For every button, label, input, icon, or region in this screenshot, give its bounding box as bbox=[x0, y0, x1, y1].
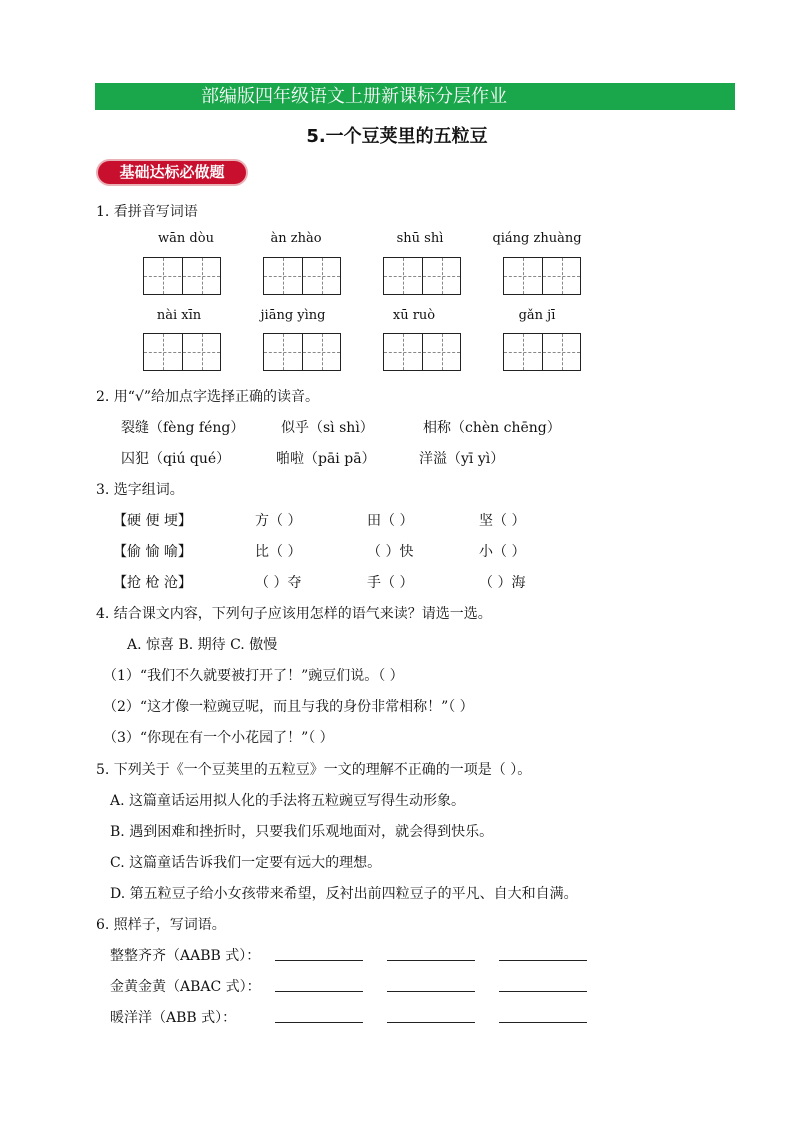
q2-item: 相称（chèn chēng） bbox=[423, 420, 561, 436]
q3-blank[interactable]: （ ）快 bbox=[367, 544, 414, 560]
q6-pattern: 金黄金黄（ABAC 式）： bbox=[110, 979, 261, 995]
q3-blank[interactable]: 坚（ ） bbox=[479, 513, 526, 529]
section-badge: 基础达标必做题 bbox=[96, 159, 248, 186]
writing-grid[interactable] bbox=[503, 333, 581, 371]
q2-item: 囚犯（qiú qué） bbox=[121, 451, 231, 467]
q3-blank[interactable]: 小（ ） bbox=[479, 544, 526, 560]
q6-pattern: 整整齐齐（AABB 式）： bbox=[110, 948, 261, 964]
q3-title: 3. 选字组词。 bbox=[96, 482, 184, 498]
writing-grid[interactable] bbox=[503, 257, 581, 295]
q1-pinyin: shū shì bbox=[396, 231, 444, 246]
q1-title: 1. 看拼音写词语 bbox=[96, 204, 198, 220]
q2-item: 似乎（sì shì） bbox=[281, 420, 374, 436]
q3-blank[interactable]: 田（ ） bbox=[367, 513, 414, 529]
q1-pinyin: àn zhào bbox=[270, 231, 322, 246]
answer-blank[interactable] bbox=[387, 1010, 475, 1023]
q1-pinyin: xū ruò bbox=[392, 308, 436, 323]
q6-pattern: 暖洋洋（ABB 式）： bbox=[110, 1010, 237, 1026]
writing-grid[interactable] bbox=[383, 257, 461, 295]
q5-option[interactable]: C. 这篇童话告诉我们一定要有远大的理想。 bbox=[110, 855, 382, 871]
header-banner bbox=[95, 83, 735, 110]
q1-pinyin: qiáng zhuàng bbox=[492, 231, 582, 246]
writing-grid[interactable] bbox=[263, 257, 341, 295]
answer-blank[interactable] bbox=[499, 948, 587, 961]
q3-chars: 【硬 便 埂】 bbox=[113, 513, 192, 529]
q3-chars: 【抢 枪 沧】 bbox=[113, 575, 192, 591]
q2-item: 裂缝（fèng féng） bbox=[121, 420, 245, 436]
writing-grid[interactable] bbox=[143, 333, 221, 371]
q6-title: 6. 照样子，写词语。 bbox=[96, 917, 226, 933]
q2-title: 2. 用“√”给加点字选择正确的读音。 bbox=[96, 389, 320, 405]
answer-blank[interactable] bbox=[275, 979, 363, 992]
q4-item: （2）“这才像一粒豌豆呢，而且与我的身份非常相称！”（ ） bbox=[103, 699, 474, 715]
lesson-title: 5.一个豆荚里的五粒豆 bbox=[306, 126, 488, 147]
q2-item: 洋溢（yī yì） bbox=[419, 451, 505, 467]
q1-pinyin: gǎn jī bbox=[518, 308, 556, 323]
q3-blank[interactable]: （ ）海 bbox=[479, 575, 526, 591]
q3-blank[interactable]: （ ）夺 bbox=[255, 575, 302, 591]
q3-blank[interactable]: 手（ ） bbox=[367, 575, 414, 591]
q4-title: 4. 结合课文内容，下列句子应该用怎样的语气来读？请选一选。 bbox=[96, 606, 492, 622]
writing-grid[interactable] bbox=[263, 333, 341, 371]
writing-grid[interactable] bbox=[143, 257, 221, 295]
q1-pinyin: wān dòu bbox=[158, 231, 214, 246]
banner-text: 部编版四年级语文上册新课标分层作业 bbox=[201, 86, 507, 107]
q1-pinyin: nài xīn bbox=[156, 308, 202, 323]
q4-item: （3）“你现在有一个小花园了！”（ ） bbox=[103, 730, 334, 746]
answer-blank[interactable] bbox=[499, 1010, 587, 1023]
q5-option[interactable]: A. 这篇童话运用拟人化的手法将五粒豌豆写得生动形象。 bbox=[110, 793, 466, 809]
q2-item: 啪啦（pāi pā） bbox=[276, 451, 376, 467]
answer-blank[interactable] bbox=[275, 1010, 363, 1023]
q3-chars: 【偷 愉 喻】 bbox=[113, 544, 192, 560]
answer-blank[interactable] bbox=[387, 979, 475, 992]
q5-title: 5. 下列关于《一个豆荚里的五粒豆》一文的理解不正确的一项是（ ）。 bbox=[96, 762, 532, 778]
q3-blank[interactable]: 比（ ） bbox=[255, 544, 302, 560]
q4-item: （1）“我们不久就要被打开了！”豌豆们说。（ ） bbox=[103, 668, 404, 684]
q5-option[interactable]: D. 第五粒豆子给小女孩带来希望，反衬出前四粒豆子的平凡、自大和自满。 bbox=[110, 886, 578, 902]
q3-blank[interactable]: 方（ ） bbox=[255, 513, 302, 529]
q4-options: A. 惊喜 B. 期待 C. 傲慢 bbox=[127, 637, 278, 653]
q1-pinyin: jiāng yìng bbox=[260, 308, 326, 323]
writing-grid[interactable] bbox=[383, 333, 461, 371]
answer-blank[interactable] bbox=[275, 948, 363, 961]
q5-option[interactable]: B. 遇到困难和挫折时，只要我们乐观地面对，就会得到快乐。 bbox=[110, 824, 494, 840]
answer-blank[interactable] bbox=[499, 979, 587, 992]
answer-blank[interactable] bbox=[387, 948, 475, 961]
